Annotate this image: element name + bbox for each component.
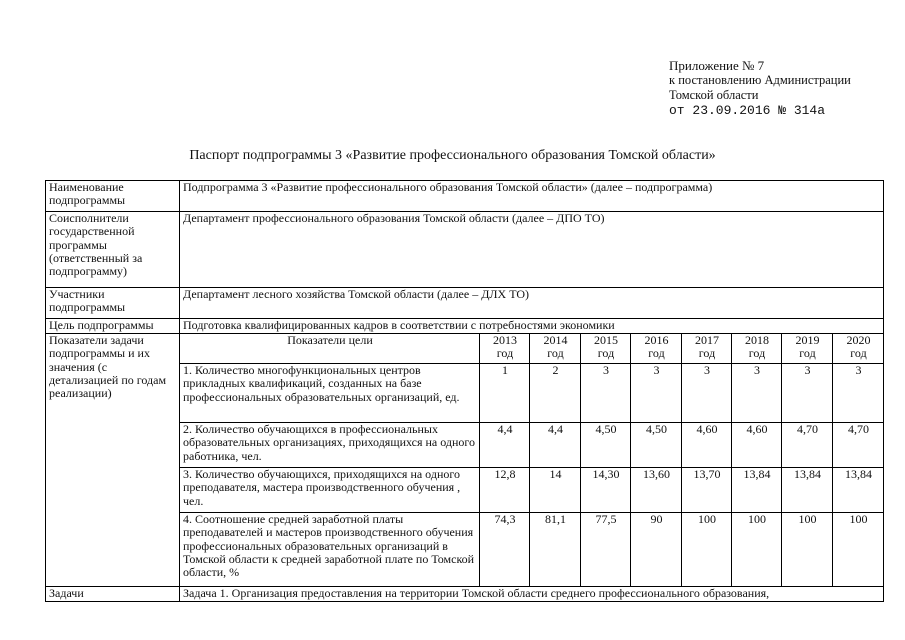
indicator-3-2020: 13,84	[833, 468, 884, 513]
indicator-1-2019: 3	[782, 364, 833, 423]
coexecutors-value: Департамент профессионального образования Томской области (далее – ДПО ТО)	[180, 212, 884, 288]
indicator-2-2013: 4,4	[480, 423, 530, 468]
indicator-3-2018: 13,84	[732, 468, 782, 513]
indicator-4-name: 4. Соотношение средней заработной платы преподавателей и мастеров производственного обучения профессиональных образовательных организаций в Томской области к средней заработной плате по Томской области, %	[180, 513, 480, 587]
year-2016: 2016 год	[631, 334, 682, 364]
indicator-2-2016: 4,50	[631, 423, 682, 468]
goal-label: Цель подпрограммы	[46, 319, 180, 334]
indicator-3-2015: 14,30	[581, 468, 631, 513]
year-2017: 2017 год	[682, 334, 732, 364]
indicators-label: Показатели задачи подпрограммы и их значения (с детализацией по годам реализации)	[46, 334, 180, 587]
indicator-2-2014: 4,4	[530, 423, 581, 468]
year-2014: 2014 год	[530, 334, 581, 364]
appendix-line-1: к постановлению Администрации	[669, 73, 851, 87]
indicators-header-row	[46, 334, 884, 364]
indicator-2-name: 2. Количество обучающихся в профессиональных образовательных организациях, приходящихся на одного работника, чел.	[180, 423, 480, 468]
indicator-1-2015: 3	[581, 364, 631, 423]
year-2015: 2015 год	[581, 334, 631, 364]
indicator-4-2018: 100	[732, 513, 782, 587]
name-value: Подпрограмма 3 «Развитие профессионального образования Томской области» (далее – подпрограмма)	[180, 181, 884, 212]
indicators-header: Показатели цели	[180, 334, 480, 364]
indicator-4-2017: 100	[682, 513, 732, 587]
indicator-2-2019: 4,70	[782, 423, 833, 468]
row-participants	[46, 288, 884, 319]
year-2018: 2018 год	[732, 334, 782, 364]
year-2020: 2020 год	[833, 334, 884, 364]
row-name	[46, 181, 884, 212]
document-title: Паспорт подпрограммы 3 «Развитие профессионального образования Томской области»	[189, 148, 716, 163]
indicator-3-name: 3. Количество обучающихся, приходящихся на одного преподавателя, мастера производственного обучения , чел.	[180, 468, 480, 513]
indicator-4-2014: 81,1	[530, 513, 581, 587]
coexecutors-label: Соисполнители государственной программы (ответственный за подпрограмму)	[46, 212, 180, 288]
indicator-4-2016: 90	[631, 513, 682, 587]
tasks-label: Задачи	[46, 587, 180, 602]
indicator-2-2018: 4,60	[732, 423, 782, 468]
goal-value: Подготовка квалифицированных кадров в соответствии с потребностями экономики	[180, 319, 884, 334]
row-goal	[46, 319, 884, 334]
indicator-4-2013: 74,3	[480, 513, 530, 587]
appendix-title: Приложение № 7	[669, 58, 765, 73]
indicator-2-2020: 4,70	[833, 423, 884, 468]
indicator-1-name: 1. Количество многофункциональных центров прикладных квалификаций, созданных на базе профессиональных образовательных организаций, ед.	[180, 364, 480, 423]
indicator-1-2017: 3	[682, 364, 732, 423]
indicator-4-2015: 77,5	[581, 513, 631, 587]
indicator-3-2014: 14	[530, 468, 581, 513]
name-label: Наименование подпрограммы	[46, 181, 180, 212]
indicator-2-2017: 4,60	[682, 423, 732, 468]
participants-label: Участники подпрограммы	[46, 288, 180, 319]
year-2013: 2013 год	[480, 334, 530, 364]
indicator-2-2015: 4,50	[581, 423, 631, 468]
indicator-3-2017: 13,70	[682, 468, 732, 513]
appendix-block	[669, 58, 894, 118]
indicator-1-2020: 3	[833, 364, 884, 423]
indicator-1-2016: 3	[631, 364, 682, 423]
indicator-1-2018: 3	[732, 364, 782, 423]
indicator-4-2019: 100	[782, 513, 833, 587]
year-2019: 2019 год	[782, 334, 833, 364]
participants-value: Департамент лесного хозяйства Томской области (далее – ДЛХ ТО)	[180, 288, 884, 319]
appendix-date: от 23.09.2016 № 314а	[669, 103, 826, 118]
tasks-value: Задача 1. Организация предоставления на территории Томской области среднего профессионального образования,	[180, 587, 884, 602]
appendix-line-2: Томской области	[669, 88, 759, 102]
indicator-3-2019: 13,84	[782, 468, 833, 513]
row-tasks	[46, 587, 884, 602]
passport-table	[45, 180, 884, 602]
row-coexecutors	[46, 212, 884, 288]
indicator-3-2016: 13,60	[631, 468, 682, 513]
indicator-1-2013: 1	[480, 364, 530, 423]
indicator-4-2020: 100	[833, 513, 884, 587]
indicator-3-2013: 12,8	[480, 468, 530, 513]
indicator-1-2014: 2	[530, 364, 581, 423]
